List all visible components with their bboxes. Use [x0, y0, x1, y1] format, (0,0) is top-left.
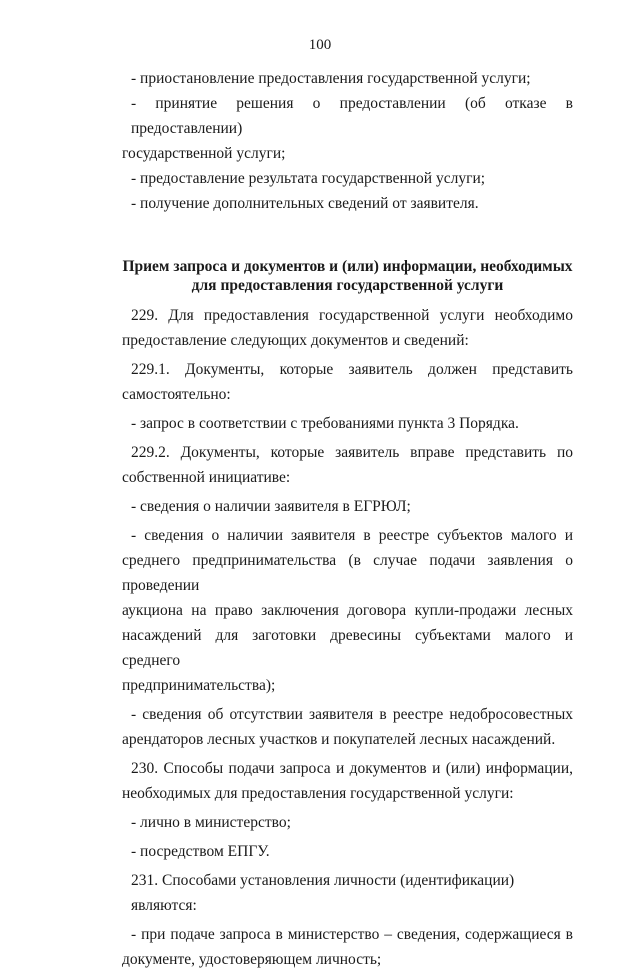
paragraph-line: среднего предпринимательства (в случае подачи заявления о проведении [122, 552, 573, 594]
paragraph-line: насаждений для заготовки древесины субъектами малого и среднего [122, 627, 573, 669]
list-item: - при подаче запроса в министерство – сведения, содержащиеся в [131, 926, 573, 943]
list-item: - приостановление предоставления государственной услуги; [131, 70, 531, 87]
section-heading-line: Прием запроса и документов и (или) информации, необходимых [122, 258, 573, 275]
list-item-continuation: документе, удостоверяющем личность; [122, 951, 382, 968]
paragraph-line: 229.1. Документы, которые заявитель должен представить [131, 361, 573, 378]
list-item-continuation: государственной услуги; [122, 145, 286, 162]
list-item: - предоставление результата государственной услуги; [131, 170, 486, 187]
paragraph-line: 231. Способами установления личности (идентификации) являются: [131, 872, 515, 914]
paragraph-line: необходимых для предоставления государственной услуги: [122, 785, 514, 802]
list-item: - посредством ЕПГУ. [131, 843, 270, 860]
list-item: - запрос в соответствии с требованиями пункта 3 Порядка. [131, 415, 519, 432]
paragraph-line: - сведения о наличии заявителя в реестре субъектов малого и [131, 527, 573, 544]
list-item: - лично в министерство; [131, 814, 291, 831]
paragraph-line: 229.2. Документы, которые заявитель вправе представить по [131, 444, 573, 461]
paragraph-line: собственной инициативе: [122, 469, 291, 486]
section-heading-line: для предоставления государственной услуги [191, 277, 504, 294]
page-number: 100 [308, 37, 332, 53]
list-item: - сведения о наличии заявителя в ЕГРЮЛ; [131, 498, 411, 515]
list-item: - получение дополнительных сведений от заявителя. [131, 195, 479, 212]
paragraph-line: аукциона на право заключения договора купли-продажи лесных [122, 602, 573, 619]
paragraph-line: предоставление следующих документов и сведений: [122, 332, 469, 349]
paragraph-line: - сведения об отсутствии заявителя в реестре недобросовестных [131, 706, 573, 723]
paragraph-line: предпринимательства); [122, 677, 276, 694]
paragraph-line: 230. Способы подачи запроса и документов и (или) информации, [131, 760, 573, 777]
document-body [122, 66, 573, 972]
section-heading [122, 257, 573, 295]
paragraph-line: арендаторов лесных участков и покупателей лесных насаждений. [122, 731, 556, 748]
paragraph-line: самостоятельно: [122, 386, 231, 403]
paragraph-line: 229. Для предоставления государственной услуги необходимо [131, 307, 573, 324]
list-item: - принятие решения о предоставлении (об отказе в предоставлении) [131, 95, 573, 137]
